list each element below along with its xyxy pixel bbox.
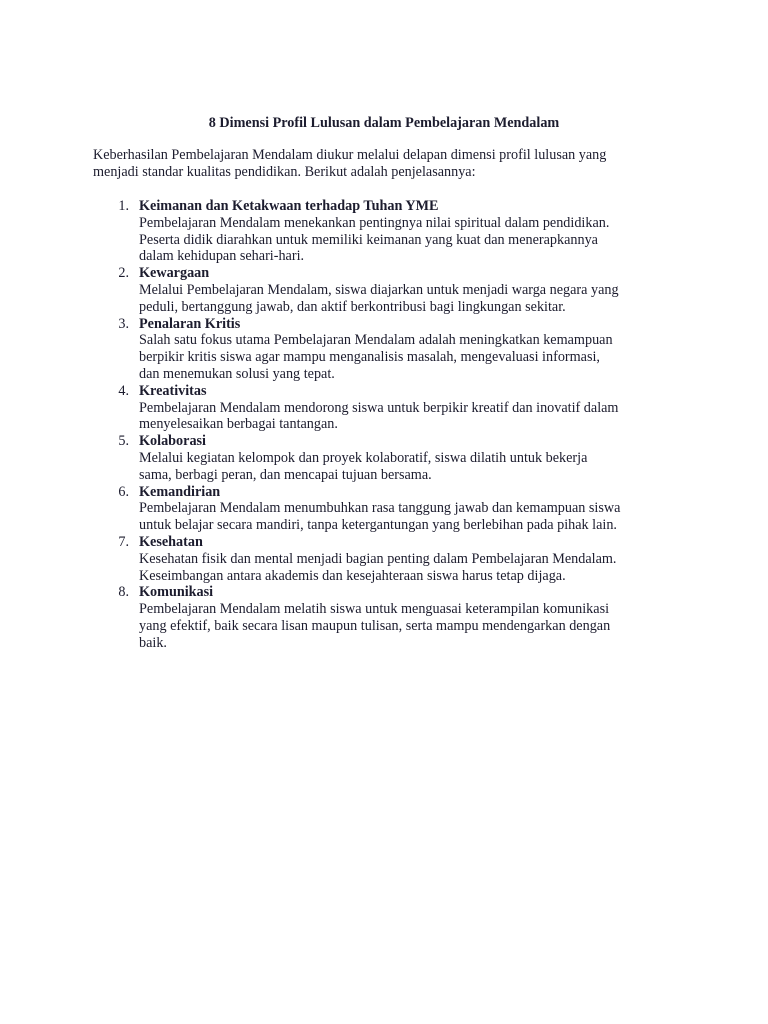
list-item-description-line: Pembelajaran Mendalam melatih siswa untuk menguasai keterampilan komunikasi	[139, 601, 610, 618]
list-item-description-line: Pembelajaran Mendalam mendorong siswa untuk berpikir kreatif dan inovatif dalam	[139, 399, 619, 416]
list-item-title: Penalaran Kritis	[139, 315, 241, 332]
list-item-title: Komunikasi	[139, 584, 214, 601]
list-item-number: 3.	[118, 315, 129, 332]
list-item-description-line: Keseimbangan antara akademis dan kesejahteraan siswa harus tetap dijaga.	[139, 567, 566, 584]
list-item-description-line: untuk belajar secara mandiri, tanpa ketergantungan yang berlebihan pada pihak lain.	[139, 517, 617, 534]
list-item-description-line: menyelesaikan berbagai tantangan.	[139, 416, 338, 433]
list-item	[93, 383, 693, 433]
document-title: 8 Dimensi Profil Lulusan dalam Pembelajaran Mendalam	[208, 115, 560, 131]
list-item-description-line: baik.	[139, 634, 167, 651]
list-item-title: Kewargaan	[139, 265, 210, 282]
list-item	[93, 534, 693, 584]
list-item	[93, 316, 693, 383]
list-item-description-line: dalam kehidupan sehari-hari.	[139, 248, 305, 265]
list-item-title: Kemandirian	[139, 483, 221, 500]
intro-line: Keberhasilan Pembelajaran Mendalam diukur melalui delapan dimensi profil lulusan yang	[93, 147, 607, 163]
list-item-description-line: Peserta didik diarahkan untuk memiliki keimanan yang kuat dan menerapkannya	[139, 231, 598, 248]
list-item-number: 1.	[118, 198, 129, 214]
list-item-number: 7.	[118, 533, 129, 550]
list-item-description-line: Kesehatan fisik dan mental menjadi bagian penting dalam Pembelajaran Mendalam.	[139, 550, 617, 567]
list-item-title: Kesehatan	[139, 533, 203, 550]
list-item-description-line: Pembelajaran Mendalam menumbuhkan rasa tanggung jawab dan kemampuan siswa	[139, 500, 621, 517]
dimension-list	[93, 198, 693, 652]
list-item	[93, 265, 693, 315]
list-item-description-line: Melalui kegiatan kelompok dan proyek kolaboratif, siswa dilatih untuk bekerja	[139, 449, 588, 466]
list-item-description-line: Salah satu fokus utama Pembelajaran Mendalam adalah meningkatkan kemampuan	[139, 332, 613, 349]
list-item	[93, 433, 693, 483]
intro-line: menjadi standar kualitas pendidikan. Berikut adalah penjelasannya:	[93, 164, 476, 180]
list-item-description-line: sama, berbagi peran, dan mencapai tujuan bersama.	[139, 466, 432, 483]
list-item-description-line: Pembelajaran Mendalam menekankan pentingnya nilai spiritual dalam pendidikan.	[139, 214, 610, 231]
list-item-title: Kolaborasi	[139, 433, 207, 450]
list-item-number: 4.	[118, 382, 129, 399]
list-item-description-line: yang efektif, baik secara lisan maupun tulisan, serta mampu mendengarkan dengan	[139, 617, 611, 634]
list-item-description-line: berpikir kritis siswa agar mampu menganalisis masalah, mengevaluasi informasi,	[139, 349, 600, 366]
list-item	[93, 484, 693, 534]
list-item-number: 8.	[118, 584, 129, 601]
list-item-title: Kreativitas	[139, 382, 207, 399]
list-item-description-line: dan menemukan solusi yang tepat.	[139, 365, 335, 382]
list-item	[93, 198, 693, 265]
list-item	[93, 584, 693, 651]
list-item-number: 6.	[118, 483, 129, 500]
list-item-description-line: Melalui Pembelajaran Mendalam, siswa diajarkan untuk menjadi warga negara yang	[139, 281, 619, 298]
list-item-title: Keimanan dan Ketakwaan terhadap Tuhan YME	[139, 198, 439, 214]
list-item-description-line: peduli, bertanggung jawab, dan aktif berkontribusi bagi lingkungan sekitar.	[139, 298, 566, 315]
list-item-number: 2.	[118, 265, 129, 282]
list-item-number: 5.	[118, 433, 129, 450]
intro-paragraph	[93, 147, 683, 181]
